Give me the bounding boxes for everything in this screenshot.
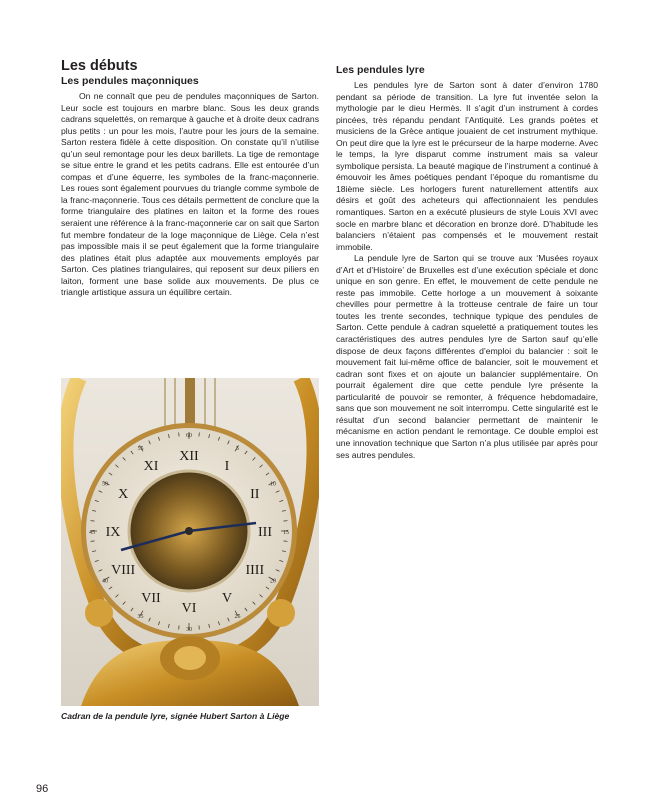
- dial-minute-label: 40: [101, 578, 108, 585]
- dial-minute-label: 50: [101, 481, 108, 488]
- dial-minute-label: 30: [186, 627, 192, 633]
- section-heading: Les débuts: [61, 58, 138, 74]
- left-column: [61, 58, 319, 299]
- dial-numeral: XI: [143, 459, 159, 475]
- clock-photo: [61, 378, 319, 706]
- dial-minute-label: 25: [234, 614, 241, 621]
- dial-numeral: XII: [179, 449, 199, 464]
- dial-minute-label: 20: [270, 578, 277, 585]
- dial-numeral: V: [221, 590, 233, 606]
- dial-minute-label: 5: [236, 445, 239, 452]
- dial-numeral: VII: [141, 590, 161, 606]
- dial-numeral: II: [250, 487, 260, 502]
- page-number: 96: [36, 783, 49, 795]
- dial-minute-label: 35: [137, 614, 144, 621]
- body-paragraph: Les pendules lyre de Sarton sont à dater d’environ 1780 pendant sa période de transition. La lyre fut inventée selon la mythologie par le dieu Hermès. Il s’agit d’un instrument à cordes pincées, très répandu pendant l’Antiquité. Les grands poètes et musiciens de la Grèce antique jouaient de cet instrument mythique. On peut dire que la lyre est le précurseur de la harpe moderne. Avec le temps, la lyre disparut comme instrument mais sa valeur symbolique persista. La beauté magique de l’instrument a continué à émouvoir les âmes poétiques pendant l’époque du romantisme du 18ième siècle. Les horlogers furent naturellement attentifs aux désirs et goût des acheteurs qui affectionnaient les pendules romantiques. Sarton en a exécuté plusieurs de style Louis XVI avec socle en marbre blanc et décoration en bronze doré. D’habitude les balanciers n’étaient pas compensés et le mouvement restait immobile.: [336, 80, 598, 252]
- body-paragraph: On ne connaît que peu de pendules maçonniques de Sarton. Leur socle est toujours en marbre blanc. Sous les deux grands cadrans squelettés, on remarque à gauche et à droite deux cadrans plus petits : un pour les mois, l’autre pour les jours de la semaine. Sarton restera fidèle à cette disposition. On constate qu’il n’utilise qu’un seul remontage pour les deux barillets. La tige de remontage se situe entre le grand et les petits cadrans. Elle est entourée d’un compas et d’une équerre, les symboles de la franc-maçonnerie. Les roues sont également pourvues du triangle comme symbole de la franc-maçonnerie. Tous ces détails permettent de conclure que la forme triangulaire des platines en laiton et la forme des roues seraient une référence à la franc-maçonnerie car on sait que Sarton fut membre fondateur de la loge maçonnique de Liège. Cela n’est pas impossible mais il se peut également que la forme triangulaire des platines était plus adaptée aux mouvements employés par Sarton. Ces platines triangulaires, qui reposent sur deux piliers en laiton, forment une base solide aux mouvements. De plus ce triangle artistique assura un équilibre certain.: [61, 91, 319, 298]
- figure-caption: Cadran de la pendule lyre, signée Hubert Sarton à Liège: [61, 711, 290, 721]
- body-paragraph: La pendule lyre de Sarton qui se trouve aux ‘Musées royaux d’Art et d’Histoire’ de Bruxelles est d’une exécution spéciale et donc unique en son genre. En effet, le mouvement de cette pendule ne reste pas immobile. Cette horloge a un mouvement à soixante chevilles pour permettre à la trotteuse centrale de faire un tour toutes les trente secondes, technique typique des pendules de Sarton. Cette pendule à cadran squeletté a pratiquement toutes les caractéristiques des autres pendules lyre de Sarton sauf qu’elle dispose de deux façons différentes d’emploi du balancier : soit le mouvement fait lui-même office de balancier, soit le mouvement et cadran sont fixes et on ajoute un balancier supplémentaire. On pourrait également dire que cette pendule lyre présente la particularité de pouvoir se remonter, à fréquence hebdomadaire, sans que son mouvement ne soit interrompu. Cette singularité est le résultat d’un second balancier permettant de maintenir le mécanisme en action pendant le remontage. Ce double emploi est une innovation technique que Sarton n’a plus utilisée par après pour ses autres pendules.: [336, 253, 598, 460]
- dial-numeral: IIII: [245, 563, 265, 578]
- right-column: [336, 58, 598, 461]
- dial-minute-label: 55: [137, 445, 144, 452]
- dial-numeral: X: [118, 487, 129, 502]
- dial-numeral: VI: [181, 601, 197, 616]
- dial-numeral: I: [224, 459, 230, 475]
- dial-numeral: VIII: [111, 563, 136, 578]
- dial-minute-label: 15: [283, 530, 289, 536]
- dial-minute-label: 60: [186, 433, 192, 439]
- dial-minute-label: 10: [270, 481, 277, 488]
- dial-numeral: III: [258, 525, 272, 540]
- dial-minute-label: 45: [89, 530, 95, 536]
- subsection-heading: Les pendules maçonniques: [61, 75, 199, 87]
- subsection-heading: Les pendules lyre: [336, 64, 425, 76]
- dial-numeral: IX: [105, 525, 121, 540]
